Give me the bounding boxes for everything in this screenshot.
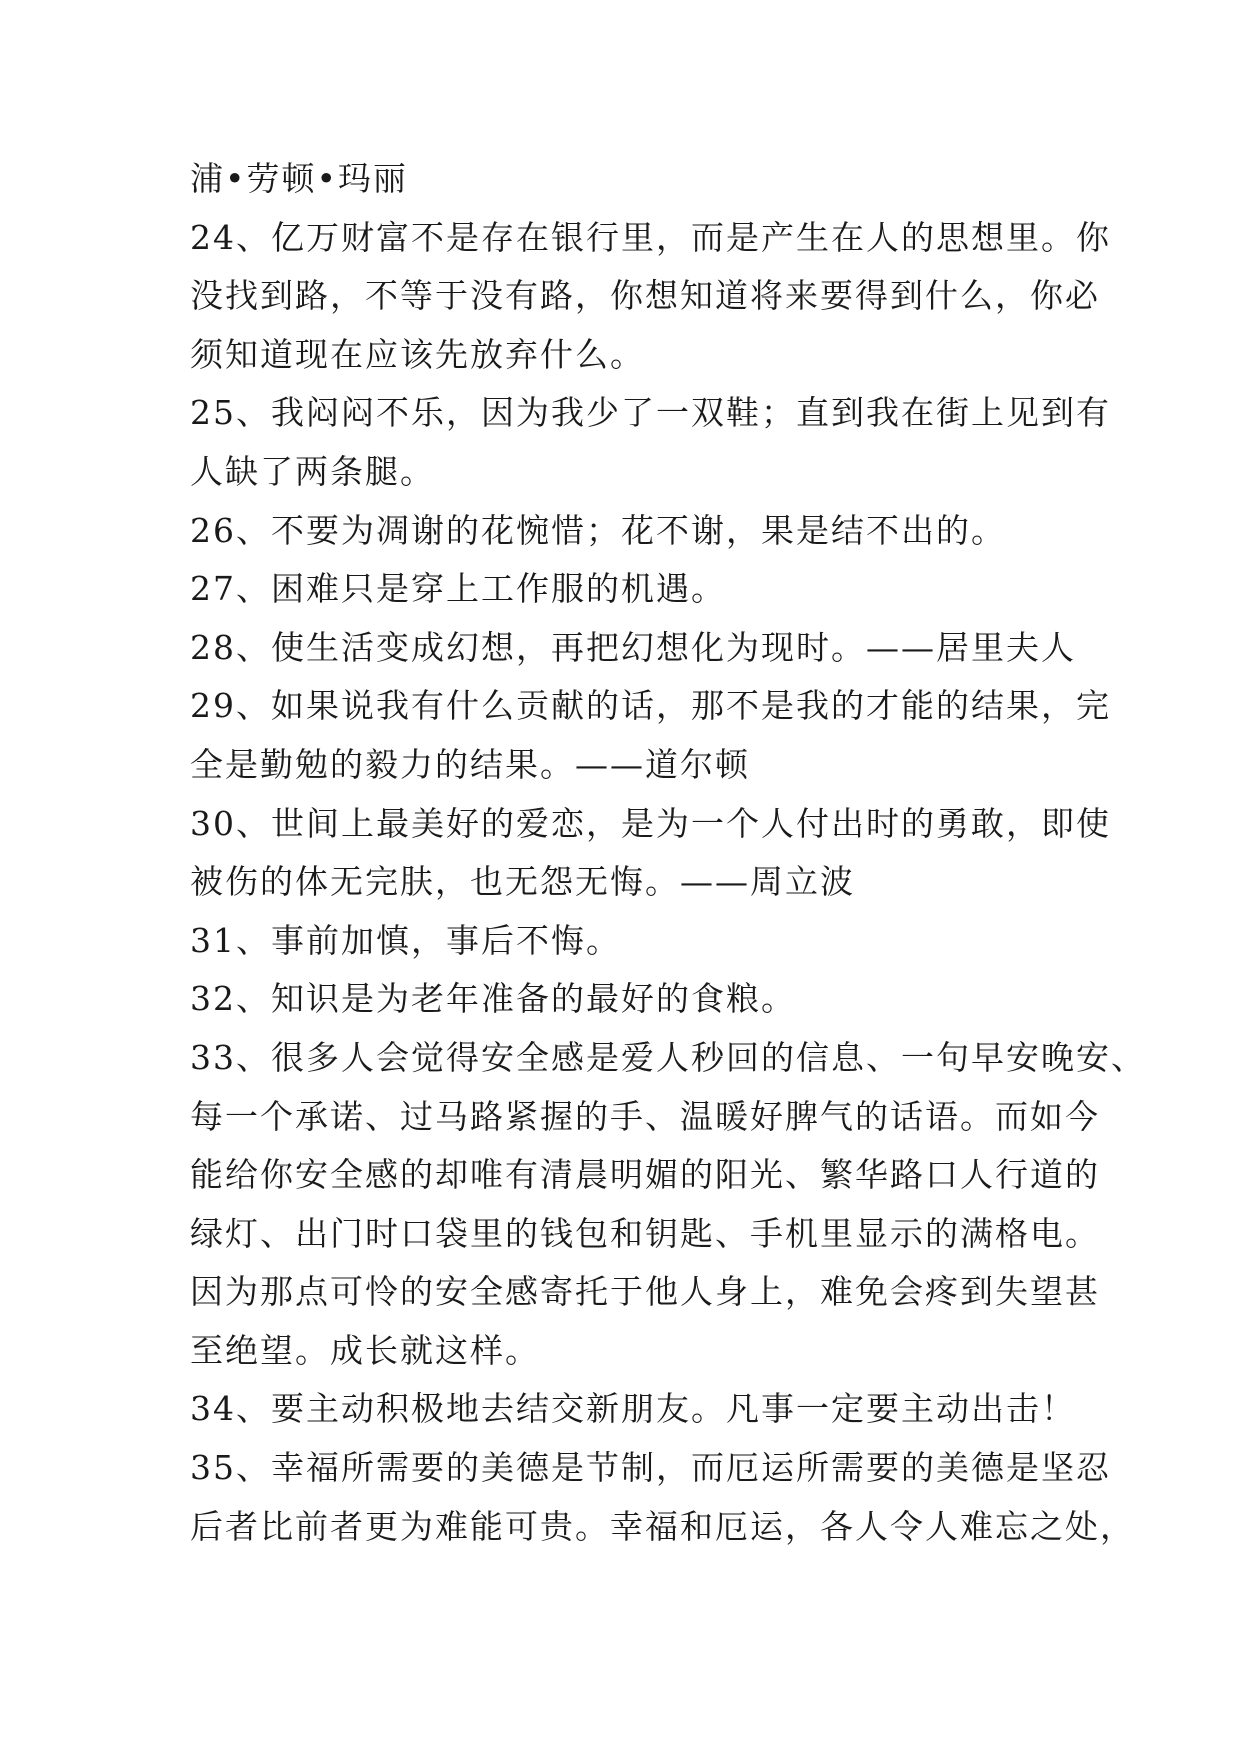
text-line: 28、使生活变成幻想，再把幻想化为现时。——居里夫人: [190, 627, 1076, 667]
text-line: 因为那点可怜的安全感寄托于他人身上，难免会疼到失望甚: [190, 1272, 1100, 1312]
text-line: 27、困难只是穿上工作服的机遇。: [190, 569, 726, 609]
text-line: 31、事前加慎，事后不悔。: [190, 920, 621, 960]
text-line: 浦•劳顿•玛丽: [190, 159, 408, 198]
text-line: 33、很多人会觉得安全感是爱人秒回的信息、一句早安晚安、: [190, 1037, 1146, 1077]
text-line: 绿灯、出门时口袋里的钱包和钥匙、手机里显示的满格电。: [190, 1213, 1100, 1253]
text-line: 须知道现在应该先放弃什么。: [190, 334, 645, 374]
text-line: 没找到路，不等于没有路，你想知道将来要得到什么，你必: [190, 276, 1100, 316]
text-line: 每一个承诺、过马路紧握的手、温暖好脾气的话语。而如今: [190, 1096, 1100, 1136]
text-line: 29、如果说我有什么贡献的话，那不是我的才能的结果，完: [190, 686, 1111, 726]
text-line: 35、幸福所需要的美德是节制，而厄运所需要的美德是坚忍: [190, 1448, 1111, 1488]
text-line: 人缺了两条腿。: [190, 451, 435, 491]
text-line: 24、亿万财富不是存在银行里，而是产生在人的思想里。你: [190, 217, 1111, 257]
text-line: 能给你安全感的却唯有清晨明媚的阳光、繁华路口人行道的: [190, 1155, 1100, 1195]
document-body: [190, 150, 1146, 1556]
text-line: 后者比前者更为难能可贵。幸福和厄运，各人令人难忘之处，: [190, 1506, 1135, 1546]
text-line: 32、知识是为老年准备的最好的食粮。: [190, 979, 796, 1019]
text-line: 30、世间上最美好的爱恋，是为一个人付出时的勇敢，即使: [190, 803, 1111, 843]
text-line: 26、不要为凋谢的花惋惜；花不谢，果是结不出的。: [190, 510, 1006, 550]
text-line: 25、我闷闷不乐，因为我少了一双鞋；直到我在街上见到有: [190, 393, 1111, 433]
text-line: 34、要主动积极地去结交新朋友。凡事一定要主动出击！: [190, 1389, 1076, 1429]
text-line: 至绝望。成长就这样。: [190, 1330, 540, 1370]
text-line: 全是勤勉的毅力的结果。——道尔顿: [190, 744, 750, 784]
text-line: 被伤的体无完肤，也无怨无悔。——周立波: [190, 862, 855, 902]
